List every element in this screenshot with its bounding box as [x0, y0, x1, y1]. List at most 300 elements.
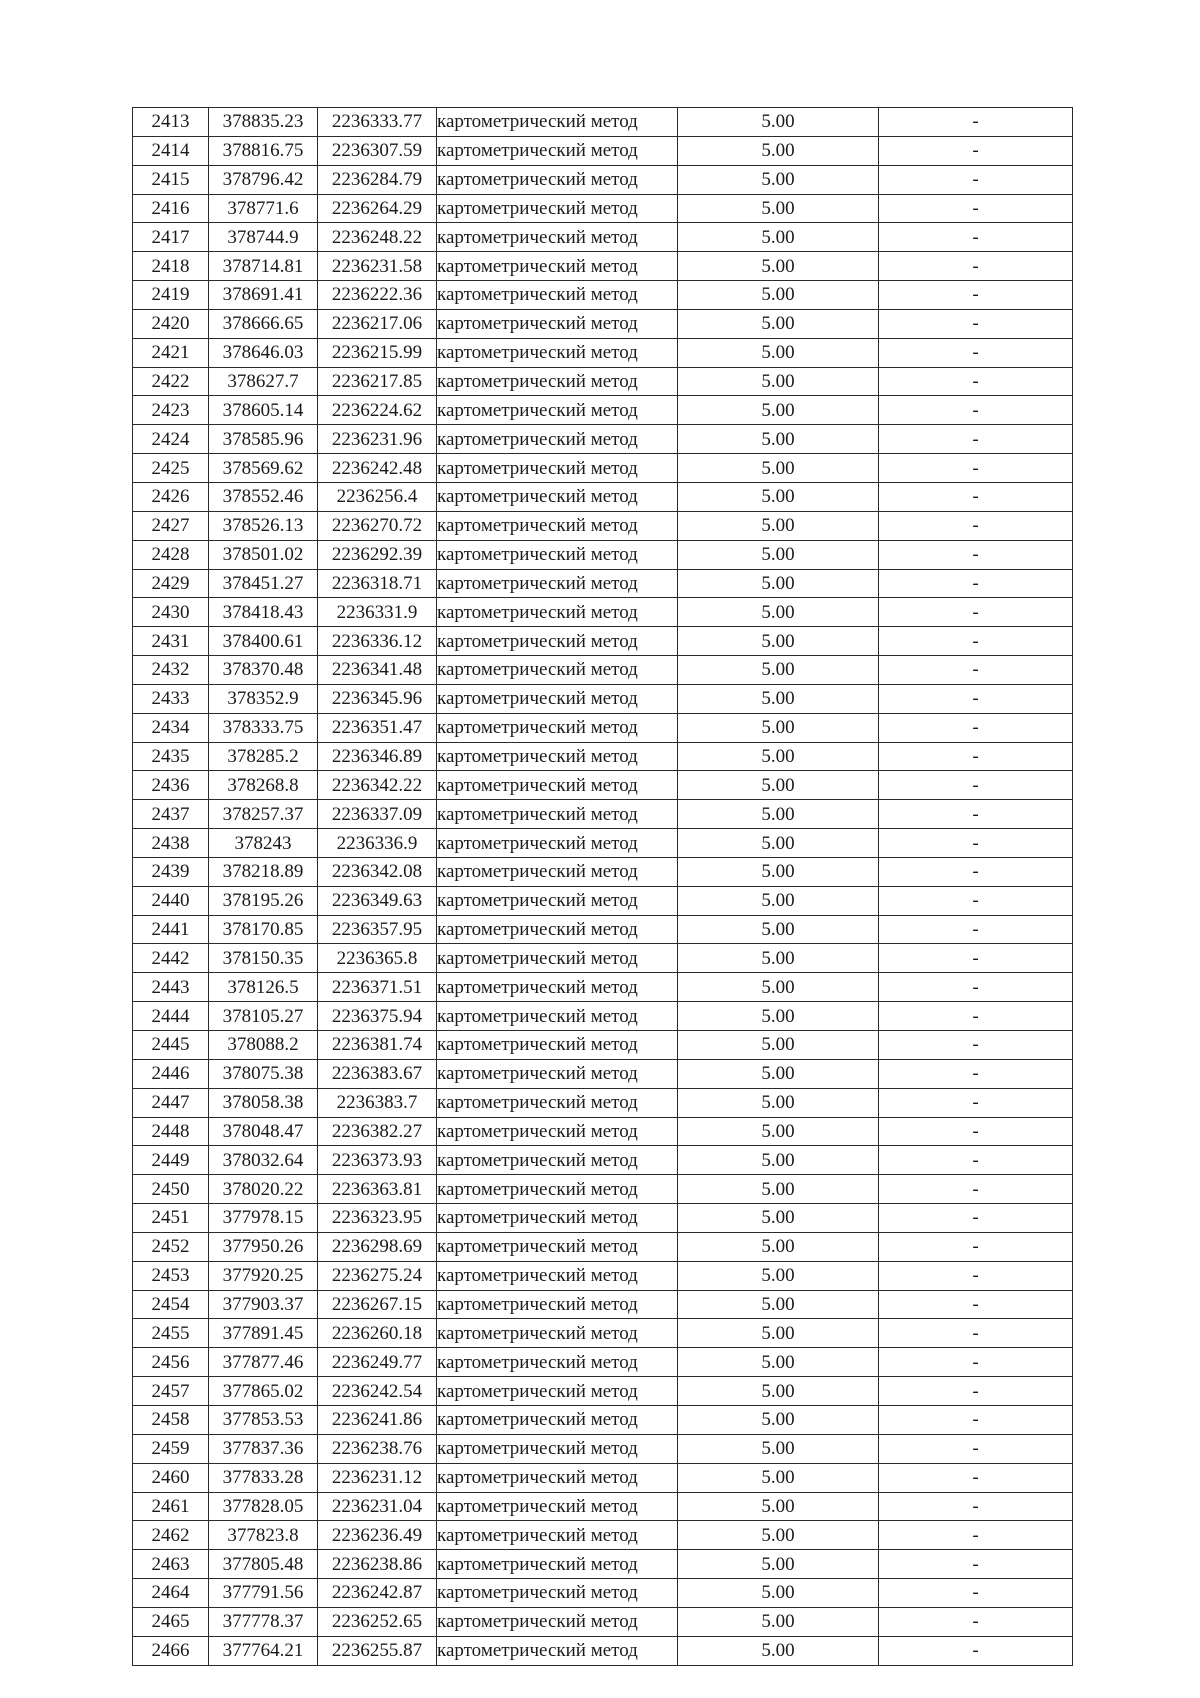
table-row: [133, 1492, 1073, 1521]
table-row: [133, 108, 1073, 137]
point-number-cell: 2435: [133, 742, 209, 771]
method-cell: картометрический метод: [437, 1636, 678, 1665]
x-coordinate-cell: 378627.7: [209, 367, 318, 396]
table-row: [133, 1550, 1073, 1579]
method-cell: картометрический метод: [437, 684, 678, 713]
precision-cell: 5.00: [678, 108, 879, 137]
table-row: [133, 252, 1073, 281]
x-coordinate-cell: 378796.42: [209, 165, 318, 194]
description-cell: -: [879, 454, 1073, 483]
y-coordinate-cell: 2236231.96: [318, 425, 437, 454]
y-coordinate-cell: 2236307.59: [318, 136, 437, 165]
x-coordinate-cell: 378218.89: [209, 857, 318, 886]
point-number-cell: 2440: [133, 886, 209, 915]
description-cell: -: [879, 1232, 1073, 1261]
method-cell: картометрический метод: [437, 252, 678, 281]
table-row: [133, 1175, 1073, 1204]
precision-cell: 5.00: [678, 1405, 879, 1434]
point-number-cell: 2426: [133, 482, 209, 511]
y-coordinate-cell: 2236238.76: [318, 1434, 437, 1463]
table-row: [133, 598, 1073, 627]
method-cell: картометрический метод: [437, 425, 678, 454]
table-row: [133, 1146, 1073, 1175]
precision-cell: 5.00: [678, 1463, 879, 1492]
method-cell: картометрический метод: [437, 367, 678, 396]
precision-cell: 5.00: [678, 944, 879, 973]
y-coordinate-cell: 2236333.77: [318, 108, 437, 137]
method-cell: картометрический метод: [437, 771, 678, 800]
y-coordinate-cell: 2236248.22: [318, 223, 437, 252]
y-coordinate-cell: 2236242.54: [318, 1377, 437, 1406]
y-coordinate-cell: 2236224.62: [318, 396, 437, 425]
point-number-cell: 2438: [133, 829, 209, 858]
description-cell: -: [879, 569, 1073, 598]
y-coordinate-cell: 2236260.18: [318, 1319, 437, 1348]
y-coordinate-cell: 2236341.48: [318, 656, 437, 685]
point-number-cell: 2454: [133, 1290, 209, 1319]
description-cell: -: [879, 338, 1073, 367]
x-coordinate-cell: 378585.96: [209, 425, 318, 454]
table-row: [133, 309, 1073, 338]
x-coordinate-cell: 377903.37: [209, 1290, 318, 1319]
method-cell: картометрический метод: [437, 1492, 678, 1521]
y-coordinate-cell: 2236382.27: [318, 1117, 437, 1146]
point-number-cell: 2455: [133, 1319, 209, 1348]
y-coordinate-cell: 2236256.4: [318, 482, 437, 511]
method-cell: картометрический метод: [437, 800, 678, 829]
precision-cell: 5.00: [678, 511, 879, 540]
point-number-cell: 2462: [133, 1521, 209, 1550]
x-coordinate-cell: 378257.37: [209, 800, 318, 829]
table-row: [133, 482, 1073, 511]
table-row: [133, 771, 1073, 800]
point-number-cell: 2413: [133, 108, 209, 137]
point-number-cell: 2461: [133, 1492, 209, 1521]
table-row: [133, 1319, 1073, 1348]
coordinates-table: [132, 107, 1073, 1666]
point-number-cell: 2441: [133, 915, 209, 944]
method-cell: картометрический метод: [437, 1319, 678, 1348]
point-number-cell: 2444: [133, 1002, 209, 1031]
y-coordinate-cell: 2236318.71: [318, 569, 437, 598]
y-coordinate-cell: 2236363.81: [318, 1175, 437, 1204]
y-coordinate-cell: 2236249.77: [318, 1348, 437, 1377]
x-coordinate-cell: 378088.2: [209, 1031, 318, 1060]
method-cell: картометрический метод: [437, 915, 678, 944]
method-cell: картометрический метод: [437, 309, 678, 338]
x-coordinate-cell: 377950.26: [209, 1232, 318, 1261]
precision-cell: 5.00: [678, 713, 879, 742]
description-cell: -: [879, 1492, 1073, 1521]
description-cell: -: [879, 944, 1073, 973]
method-cell: картометрический метод: [437, 1463, 678, 1492]
point-number-cell: 2443: [133, 973, 209, 1002]
table-row: [133, 1579, 1073, 1608]
coordinates-table-body: [133, 108, 1073, 1666]
method-cell: картометрический метод: [437, 1579, 678, 1608]
point-number-cell: 2451: [133, 1204, 209, 1233]
method-cell: картометрический метод: [437, 944, 678, 973]
description-cell: -: [879, 165, 1073, 194]
y-coordinate-cell: 2236222.36: [318, 281, 437, 310]
table-row: [133, 1348, 1073, 1377]
table-row: [133, 627, 1073, 656]
description-cell: -: [879, 886, 1073, 915]
point-number-cell: 2450: [133, 1175, 209, 1204]
point-number-cell: 2446: [133, 1059, 209, 1088]
y-coordinate-cell: 2236351.47: [318, 713, 437, 742]
precision-cell: 5.00: [678, 1319, 879, 1348]
table-row: [133, 396, 1073, 425]
table-row: [133, 367, 1073, 396]
method-cell: картометрический метод: [437, 396, 678, 425]
description-cell: -: [879, 771, 1073, 800]
point-number-cell: 2458: [133, 1405, 209, 1434]
table-row: [133, 1521, 1073, 1550]
point-number-cell: 2429: [133, 569, 209, 598]
x-coordinate-cell: 378268.8: [209, 771, 318, 800]
point-number-cell: 2433: [133, 684, 209, 713]
y-coordinate-cell: 2236238.86: [318, 1550, 437, 1579]
x-coordinate-cell: 378691.41: [209, 281, 318, 310]
precision-cell: 5.00: [678, 165, 879, 194]
table-row: [133, 1002, 1073, 1031]
precision-cell: 5.00: [678, 1607, 879, 1636]
table-row: [133, 973, 1073, 1002]
y-coordinate-cell: 2236284.79: [318, 165, 437, 194]
precision-cell: 5.00: [678, 569, 879, 598]
x-coordinate-cell: 378333.75: [209, 713, 318, 742]
y-coordinate-cell: 2236242.48: [318, 454, 437, 483]
table-row: [133, 1377, 1073, 1406]
description-cell: -: [879, 1463, 1073, 1492]
precision-cell: 5.00: [678, 857, 879, 886]
table-row: [133, 1059, 1073, 1088]
method-cell: картометрический метод: [437, 1232, 678, 1261]
x-coordinate-cell: 378352.9: [209, 684, 318, 713]
precision-cell: 5.00: [678, 1434, 879, 1463]
precision-cell: 5.00: [678, 425, 879, 454]
table-row: [133, 223, 1073, 252]
description-cell: -: [879, 1175, 1073, 1204]
description-cell: -: [879, 425, 1073, 454]
method-cell: картометрический метод: [437, 713, 678, 742]
y-coordinate-cell: 2236217.06: [318, 309, 437, 338]
description-cell: -: [879, 1550, 1073, 1579]
x-coordinate-cell: 378816.75: [209, 136, 318, 165]
table-row: [133, 857, 1073, 886]
precision-cell: 5.00: [678, 1088, 879, 1117]
method-cell: картометрический метод: [437, 1059, 678, 1088]
y-coordinate-cell: 2236292.39: [318, 540, 437, 569]
description-cell: -: [879, 540, 1073, 569]
x-coordinate-cell: 378552.46: [209, 482, 318, 511]
point-number-cell: 2456: [133, 1348, 209, 1377]
precision-cell: 5.00: [678, 1031, 879, 1060]
method-cell: картометрический метод: [437, 742, 678, 771]
table-row: [133, 1204, 1073, 1233]
table-row: [133, 165, 1073, 194]
description-cell: -: [879, 194, 1073, 223]
precision-cell: 5.00: [678, 1059, 879, 1088]
x-coordinate-cell: 378771.6: [209, 194, 318, 223]
description-cell: -: [879, 1434, 1073, 1463]
x-coordinate-cell: 378569.62: [209, 454, 318, 483]
precision-cell: 5.00: [678, 886, 879, 915]
method-cell: картометрический метод: [437, 1434, 678, 1463]
x-coordinate-cell: 378451.27: [209, 569, 318, 598]
method-cell: картометрический метод: [437, 1088, 678, 1117]
table-row: [133, 1405, 1073, 1434]
table-row: [133, 1232, 1073, 1261]
point-number-cell: 2434: [133, 713, 209, 742]
y-coordinate-cell: 2236231.04: [318, 1492, 437, 1521]
y-coordinate-cell: 2236331.9: [318, 598, 437, 627]
method-cell: картометрический метод: [437, 223, 678, 252]
point-number-cell: 2414: [133, 136, 209, 165]
description-cell: -: [879, 1146, 1073, 1175]
table-row: [133, 1031, 1073, 1060]
method-cell: картометрический метод: [437, 598, 678, 627]
description-cell: -: [879, 1319, 1073, 1348]
x-coordinate-cell: 377833.28: [209, 1463, 318, 1492]
precision-cell: 5.00: [678, 684, 879, 713]
x-coordinate-cell: 378646.03: [209, 338, 318, 367]
x-coordinate-cell: 377877.46: [209, 1348, 318, 1377]
y-coordinate-cell: 2236242.87: [318, 1579, 437, 1608]
description-cell: -: [879, 915, 1073, 944]
method-cell: картометрический метод: [437, 136, 678, 165]
precision-cell: 5.00: [678, 136, 879, 165]
precision-cell: 5.00: [678, 540, 879, 569]
precision-cell: 5.00: [678, 800, 879, 829]
y-coordinate-cell: 2236267.15: [318, 1290, 437, 1319]
point-number-cell: 2419: [133, 281, 209, 310]
y-coordinate-cell: 2236346.89: [318, 742, 437, 771]
precision-cell: 5.00: [678, 1175, 879, 1204]
x-coordinate-cell: 377823.8: [209, 1521, 318, 1550]
point-number-cell: 2417: [133, 223, 209, 252]
precision-cell: 5.00: [678, 454, 879, 483]
method-cell: картометрический метод: [437, 108, 678, 137]
y-coordinate-cell: 2236252.65: [318, 1607, 437, 1636]
precision-cell: 5.00: [678, 1579, 879, 1608]
point-number-cell: 2449: [133, 1146, 209, 1175]
description-cell: -: [879, 281, 1073, 310]
table-row: [133, 540, 1073, 569]
precision-cell: 5.00: [678, 1290, 879, 1319]
method-cell: картометрический метод: [437, 1550, 678, 1579]
description-cell: -: [879, 396, 1073, 425]
point-number-cell: 2442: [133, 944, 209, 973]
y-coordinate-cell: 2236270.72: [318, 511, 437, 540]
precision-cell: 5.00: [678, 656, 879, 685]
method-cell: картометрический метод: [437, 1204, 678, 1233]
description-cell: -: [879, 223, 1073, 252]
precision-cell: 5.00: [678, 338, 879, 367]
precision-cell: 5.00: [678, 598, 879, 627]
precision-cell: 5.00: [678, 1348, 879, 1377]
x-coordinate-cell: 378048.47: [209, 1117, 318, 1146]
method-cell: картометрический метод: [437, 454, 678, 483]
x-coordinate-cell: 378835.23: [209, 108, 318, 137]
x-coordinate-cell: 378400.61: [209, 627, 318, 656]
table-row: [133, 1607, 1073, 1636]
description-cell: -: [879, 829, 1073, 858]
y-coordinate-cell: 2236215.99: [318, 338, 437, 367]
table-row: [133, 511, 1073, 540]
point-number-cell: 2424: [133, 425, 209, 454]
method-cell: картометрический метод: [437, 540, 678, 569]
y-coordinate-cell: 2236264.29: [318, 194, 437, 223]
description-cell: -: [879, 252, 1073, 281]
description-cell: -: [879, 1290, 1073, 1319]
description-cell: -: [879, 800, 1073, 829]
table-row: [133, 684, 1073, 713]
method-cell: картометрический метод: [437, 511, 678, 540]
method-cell: картометрический метод: [437, 1290, 678, 1319]
precision-cell: 5.00: [678, 1636, 879, 1665]
point-number-cell: 2439: [133, 857, 209, 886]
point-number-cell: 2457: [133, 1377, 209, 1406]
precision-cell: 5.00: [678, 1261, 879, 1290]
precision-cell: 5.00: [678, 1232, 879, 1261]
method-cell: картометрический метод: [437, 1146, 678, 1175]
description-cell: -: [879, 511, 1073, 540]
precision-cell: 5.00: [678, 1550, 879, 1579]
point-number-cell: 2436: [133, 771, 209, 800]
y-coordinate-cell: 2236255.87: [318, 1636, 437, 1665]
x-coordinate-cell: 378370.48: [209, 656, 318, 685]
precision-cell: 5.00: [678, 1146, 879, 1175]
x-coordinate-cell: 377791.56: [209, 1579, 318, 1608]
y-coordinate-cell: 2236275.24: [318, 1261, 437, 1290]
description-cell: -: [879, 367, 1073, 396]
point-number-cell: 2415: [133, 165, 209, 194]
table-row: [133, 1117, 1073, 1146]
point-number-cell: 2421: [133, 338, 209, 367]
table-row: [133, 915, 1073, 944]
y-coordinate-cell: 2236337.09: [318, 800, 437, 829]
x-coordinate-cell: 378714.81: [209, 252, 318, 281]
description-cell: -: [879, 1088, 1073, 1117]
x-coordinate-cell: 377978.15: [209, 1204, 318, 1233]
table-row: [133, 1463, 1073, 1492]
description-cell: -: [879, 1261, 1073, 1290]
table-row: [133, 1290, 1073, 1319]
precision-cell: 5.00: [678, 396, 879, 425]
precision-cell: 5.00: [678, 915, 879, 944]
table-row: [133, 1088, 1073, 1117]
point-number-cell: 2445: [133, 1031, 209, 1060]
y-coordinate-cell: 2236383.7: [318, 1088, 437, 1117]
y-coordinate-cell: 2236381.74: [318, 1031, 437, 1060]
y-coordinate-cell: 2236231.12: [318, 1463, 437, 1492]
description-cell: -: [879, 1117, 1073, 1146]
x-coordinate-cell: 378526.13: [209, 511, 318, 540]
y-coordinate-cell: 2236342.08: [318, 857, 437, 886]
table-row: [133, 1434, 1073, 1463]
x-coordinate-cell: 378150.35: [209, 944, 318, 973]
precision-cell: 5.00: [678, 482, 879, 511]
x-coordinate-cell: 378418.43: [209, 598, 318, 627]
x-coordinate-cell: 377764.21: [209, 1636, 318, 1665]
point-number-cell: 2422: [133, 367, 209, 396]
description-cell: -: [879, 1031, 1073, 1060]
method-cell: картометрический метод: [437, 829, 678, 858]
point-number-cell: 2418: [133, 252, 209, 281]
y-coordinate-cell: 2236336.9: [318, 829, 437, 858]
method-cell: картометрический метод: [437, 627, 678, 656]
description-cell: -: [879, 1521, 1073, 1550]
description-cell: -: [879, 309, 1073, 338]
point-number-cell: 2463: [133, 1550, 209, 1579]
description-cell: -: [879, 684, 1073, 713]
method-cell: картометрический метод: [437, 1117, 678, 1146]
point-number-cell: 2425: [133, 454, 209, 483]
table-row: [133, 656, 1073, 685]
precision-cell: 5.00: [678, 194, 879, 223]
point-number-cell: 2460: [133, 1463, 209, 1492]
table-row: [133, 425, 1073, 454]
x-coordinate-cell: 378501.02: [209, 540, 318, 569]
description-cell: -: [879, 973, 1073, 1002]
precision-cell: 5.00: [678, 742, 879, 771]
precision-cell: 5.00: [678, 223, 879, 252]
table-row: [133, 800, 1073, 829]
method-cell: картометрический метод: [437, 1002, 678, 1031]
table-row: [133, 829, 1073, 858]
precision-cell: 5.00: [678, 281, 879, 310]
table-row: [133, 338, 1073, 367]
point-number-cell: 2437: [133, 800, 209, 829]
method-cell: картометрический метод: [437, 338, 678, 367]
table-row: [133, 194, 1073, 223]
method-cell: картометрический метод: [437, 482, 678, 511]
x-coordinate-cell: 378170.85: [209, 915, 318, 944]
x-coordinate-cell: 377837.36: [209, 1434, 318, 1463]
y-coordinate-cell: 2236365.8: [318, 944, 437, 973]
method-cell: картометрический метод: [437, 973, 678, 1002]
point-number-cell: 2420: [133, 309, 209, 338]
y-coordinate-cell: 2236375.94: [318, 1002, 437, 1031]
method-cell: картометрический метод: [437, 194, 678, 223]
x-coordinate-cell: 378285.2: [209, 742, 318, 771]
method-cell: картометрический метод: [437, 1377, 678, 1406]
point-number-cell: 2465: [133, 1607, 209, 1636]
description-cell: -: [879, 1607, 1073, 1636]
description-cell: -: [879, 136, 1073, 165]
table-row: [133, 569, 1073, 598]
method-cell: картометрический метод: [437, 165, 678, 194]
point-number-cell: 2423: [133, 396, 209, 425]
x-coordinate-cell: 378744.9: [209, 223, 318, 252]
table-row: [133, 136, 1073, 165]
point-number-cell: 2431: [133, 627, 209, 656]
y-coordinate-cell: 2236336.12: [318, 627, 437, 656]
x-coordinate-cell: 378020.22: [209, 1175, 318, 1204]
description-cell: -: [879, 598, 1073, 627]
y-coordinate-cell: 2236371.51: [318, 973, 437, 1002]
point-number-cell: 2452: [133, 1232, 209, 1261]
point-number-cell: 2428: [133, 540, 209, 569]
point-number-cell: 2459: [133, 1434, 209, 1463]
description-cell: -: [879, 1002, 1073, 1031]
point-number-cell: 2453: [133, 1261, 209, 1290]
x-coordinate-cell: 378605.14: [209, 396, 318, 425]
y-coordinate-cell: 2236357.95: [318, 915, 437, 944]
method-cell: картометрический метод: [437, 1405, 678, 1434]
